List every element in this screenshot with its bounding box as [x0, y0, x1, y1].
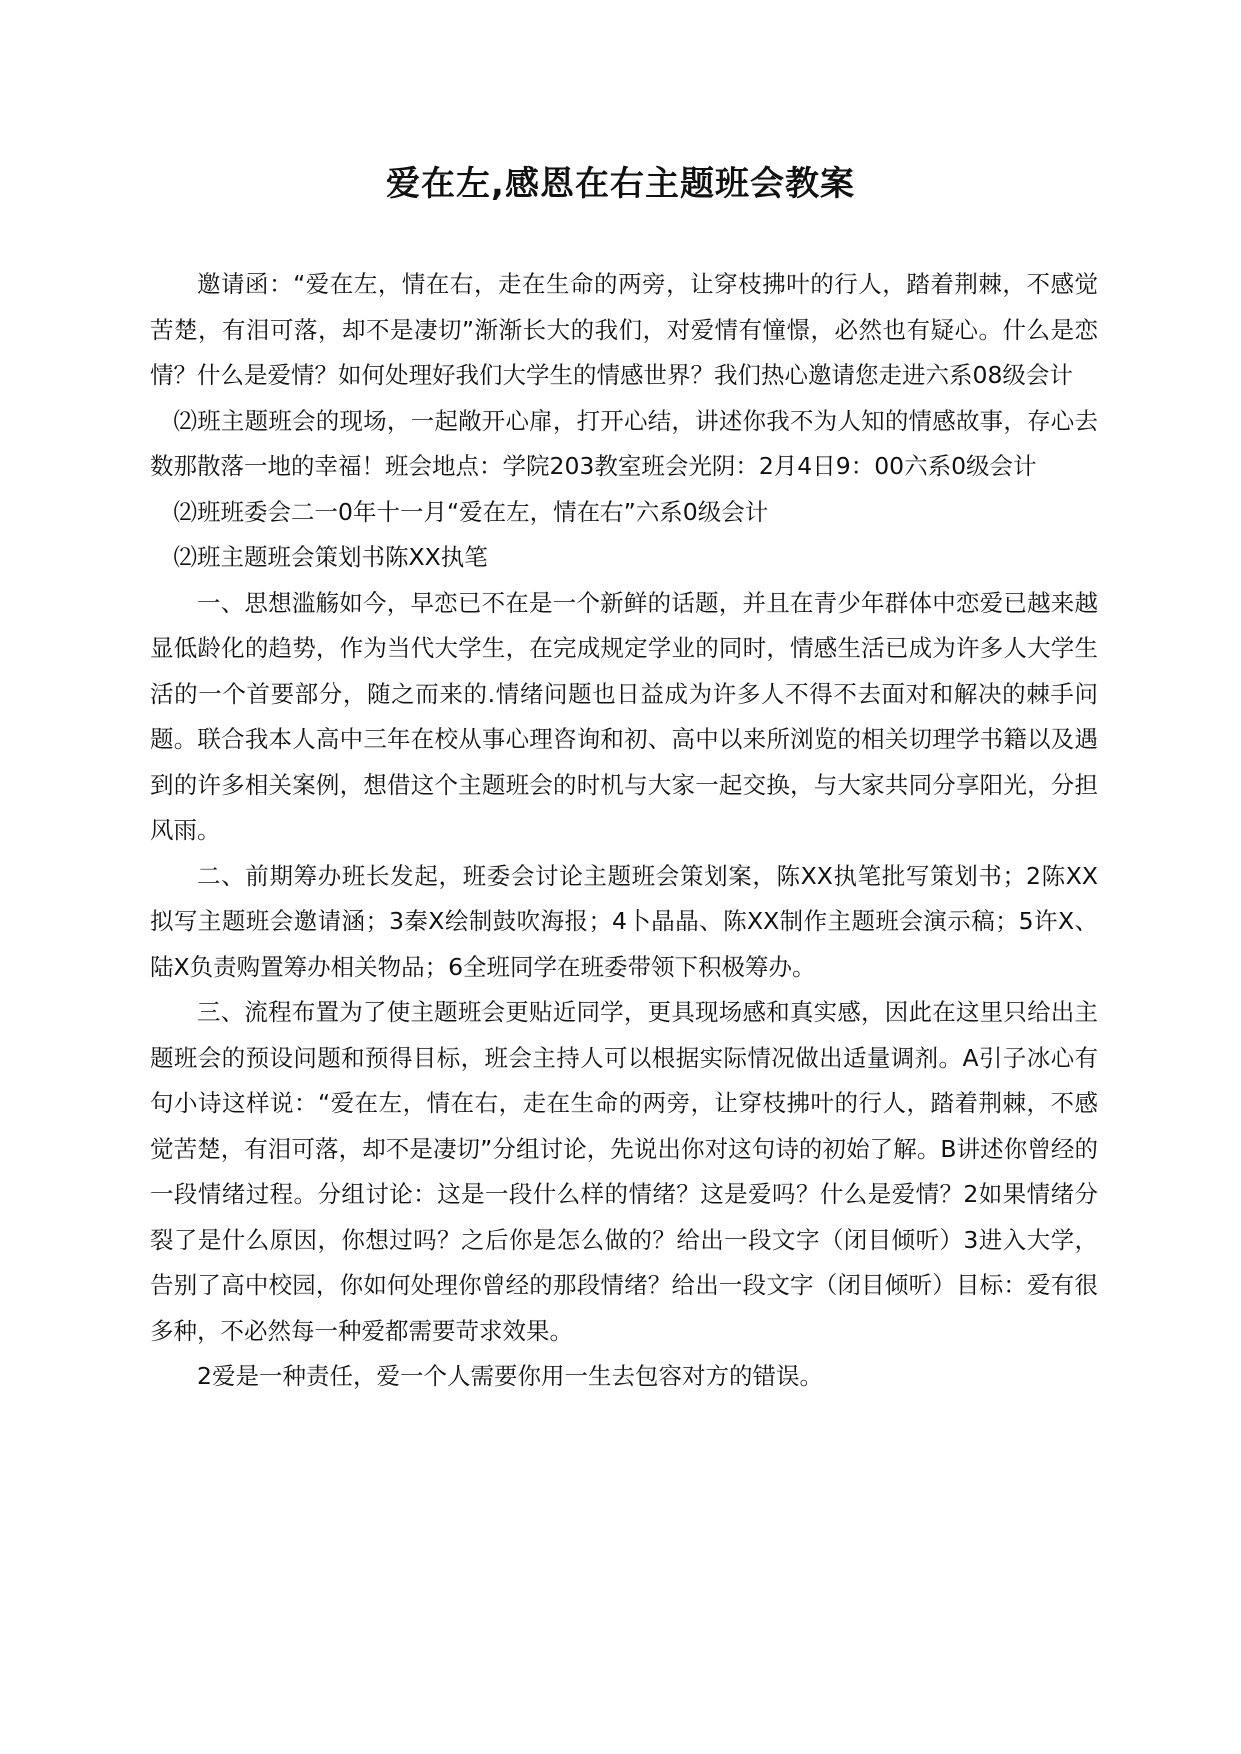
paragraph-invitation: 邀请函：“爱在左，情在右，走在生命的两旁，让穿枝拂叶的行人，踏着荆棘，不感觉苦楚，有泪可落，却不是凄切”渐渐长大的我们，对爱情有憧憬，必然也有疑心。什么是恋情？什么是爱情？如何处理好我们大学生的情感世界？我们热心邀请您走进六系08级会计	[150, 270, 1098, 389]
paragraph-responsibility: 2爱是一种责任，爱一个人需要你用一生去包容对方的错误。	[197, 1362, 823, 1390]
document-title: 爱在左,感恩在右主题班会教案	[386, 164, 855, 204]
paragraph-section-origin: 一、思想滥觞如今，早恋已不在是一个新鲜的话题，并且在青少年群体中恋爱已越来越显低龄化的趋势，作为当代大学生，在完成规定学业的同时，情感生活已成为许多人大学生活的一个首要部分，随之而来的.情绪问题也日益成为许多人不得不去面对和解决的棘手问题。联合我本人高中三年在校从事心理咨询和初、高中以来所浏览的相关切理学书籍以及遇到的许多相关案例，想借这个主题班会的时机与大家一起交换，与大家共同分享阳光，分担风雨。	[150, 588, 1098, 844]
paragraph-plan-author: ⑵班主题班会策划书陈XX执笔	[173, 543, 488, 571]
paragraph-class-committee: ⑵班班委会二一0年十一月“爱在左，情在右”六系0级会计	[173, 497, 769, 526]
paragraph-section-preparation: 二、前期筹办班长发起，班委会讨论主题班会策划案，陈XX执笔批写策划书；2陈XX拟写主题班会邀请涵；3秦X绘制鼓吹海报；4卜晶晶、陈XX制作主题班会演示稿；5许X、陆X负责购置筹办相关物品；6全班同学在班委带领下积极筹办。	[150, 861, 1098, 981]
paragraph-section-process: 三、流程布置为了使主题班会更贴近同学，更具现场感和真实感，因此在这里只给出主题班会的预设问题和预得目标，班会主持人可以根据实际情况做出适量调剂。A引子冰心有句小诗这样说：“爱在左，情在右，走在生命的两旁，让穿枝拂叶的行人，踏着荆棘，不感觉苦楚，有泪可落，却不是凄切”分组讨论，先说出你对这句诗的初始了解。B讲述你曾经的一段情绪过程。分组讨论：这是一段什么样的情绪？这是爱吗？什么是爱情？2如果情绪分裂了是什么原因，你想过吗？之后你是怎么做的？给出一段文字（闭目倾听）3进入大学，告别了高中校园，你如何处理你曾经的那段情绪？给出一段文字（闭目倾听）目标：爱有很多种，不必然每一种爱都需要苛求效果。	[150, 998, 1098, 1345]
document-body	[150, 262, 1098, 1400]
paragraph-class-venue: ⑵班主题班会的现场，一起敞开心扉，打开心结，讲述你我不为人知的情感故事，存心去数那散落一地的幸福！班会地点：学院203教室班会光阴：2月4日9：00六系0级会计	[150, 406, 1098, 480]
